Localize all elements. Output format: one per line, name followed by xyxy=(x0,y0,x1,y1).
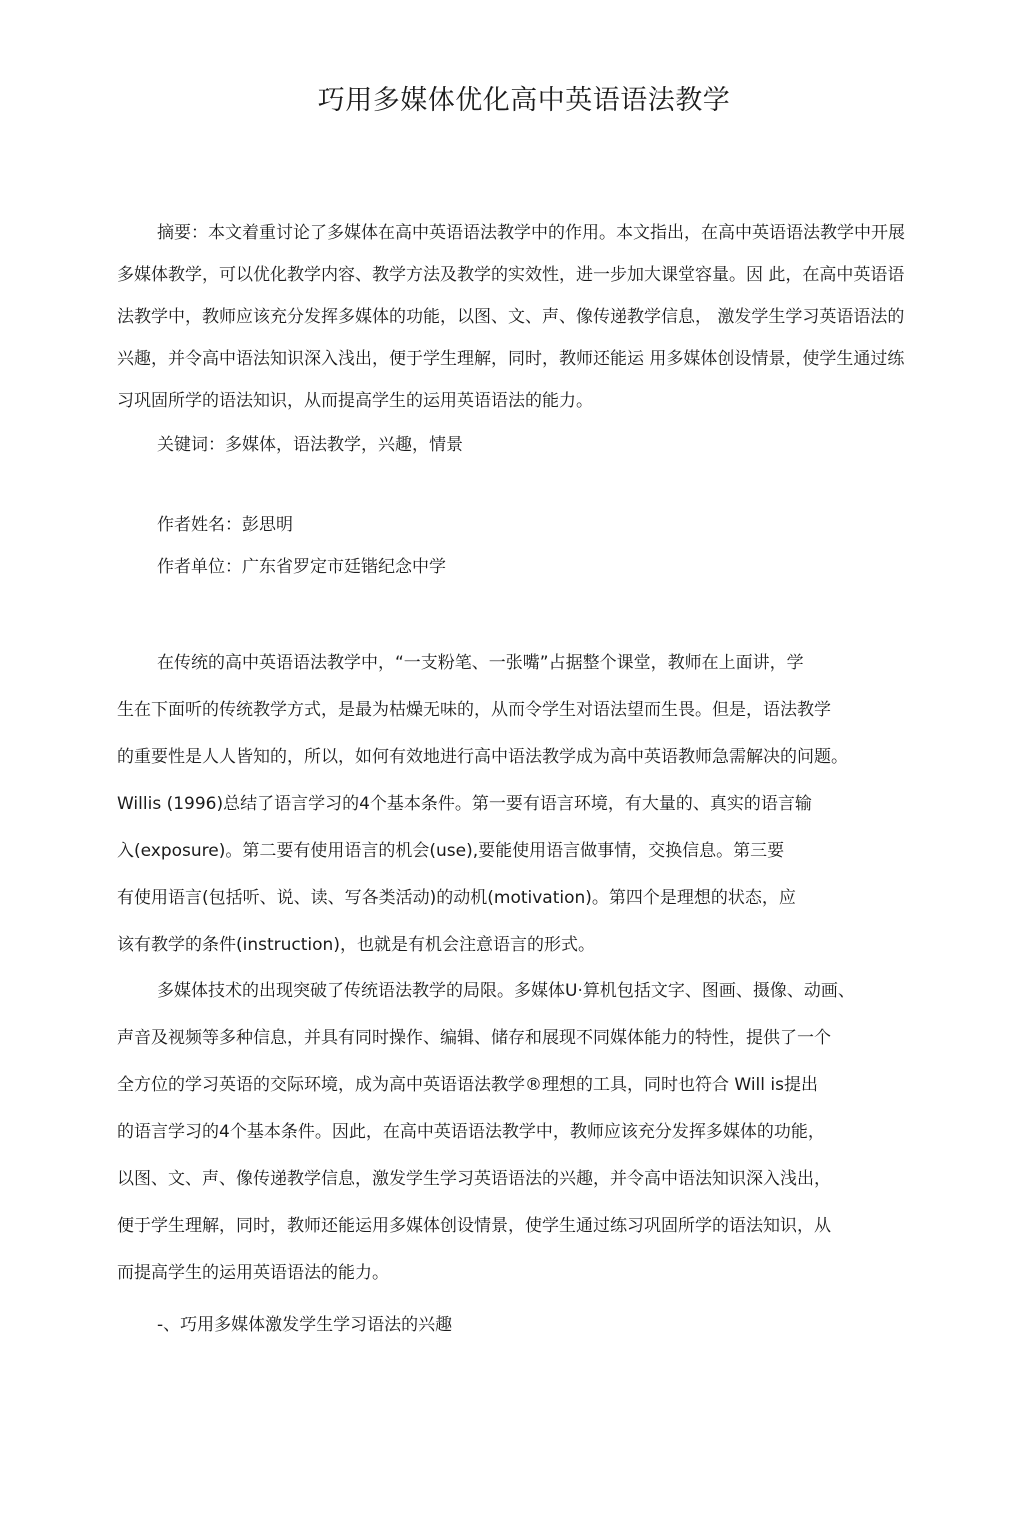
paragraph-line: 便于学生理解，同时，教师还能运用多媒体创设情景，使学生通过练习巩固所学的语法知识，从 xyxy=(117,1216,831,1236)
section-heading xyxy=(117,1302,963,1349)
paragraph-line: 的重要性是人人皆知的，所以，如何有效地进行高中语法教学成为高中英语教师急需解决的问题。 xyxy=(117,747,848,767)
paragraph-line: 入(exposure)。第二要有使用语言的机会(use),要能使用语言做事情，交换信息。第三要 xyxy=(117,841,785,861)
author-unit: 作者单位：广东省罗定市廷锴纪念中学 xyxy=(157,557,446,577)
abstract-line: 习巩固所学的语法知识，从而提高学生的运用英语语法的能力。 xyxy=(117,391,593,411)
section-heading-text: -、巧用多媒体激发学生学习语法的兴趣 xyxy=(157,1315,453,1335)
abstract-line: 兴趣，并令高中语法知识深入浅出，便于学生理解，同时，教师还能运 用多媒体创设情景，使学生通过练 xyxy=(117,349,905,369)
author-section xyxy=(117,504,963,588)
paragraph-line: 多媒体技术的出现突破了传统语法教学的局限。多媒体U·算机包括文字、图画、摄像、动画、 xyxy=(157,981,855,1001)
paragraph-line: Willis (1996)总结了语言学习的4个基本条件。第一要有语言环境，有大量的、真实的语言输 xyxy=(117,794,812,814)
body-paragraph-1 xyxy=(117,640,963,969)
abstract-line: 摘要：本文着重讨论了多媒体在高中英语语法教学中的作用。本文指出，在高中英语语法教学中开展 xyxy=(157,223,905,243)
paragraph-line: 全方位的学习英语的交际环境，成为高中英语语法教学®理想的工具，同时也符合 Will is提出 xyxy=(117,1075,818,1095)
paragraph-line: 生在下面听的传统教学方式，是最为枯燥无味的，从而令学生对语法望而生畏。但是，语法教学 xyxy=(117,700,831,720)
keywords-line: 关键词：多媒体，语法教学，兴趣，情景 xyxy=(157,435,463,455)
document-title: 巧用多媒体优化高中英语语法教学 xyxy=(317,85,731,116)
paragraph-line: 在传统的高中英语语法教学中，“一支粉笔、一张嘴”占据整个课堂，教师在上面讲，学 xyxy=(157,653,804,673)
paragraph-line: 而提高学生的运用英语语法的能力。 xyxy=(117,1263,389,1283)
paragraph-line: 声音及视频等多种信息，并具有同时操作、编辑、储存和展现不同媒体能力的特性，提供了一个 xyxy=(117,1028,831,1048)
paragraph-line: 有使用语言(包括听、说、读、写各类活动)的动机(motivation)。第四个是理想的状态，应 xyxy=(117,888,796,908)
body-paragraph-2 xyxy=(117,968,963,1297)
author-name: 作者姓名：彭思明 xyxy=(157,515,293,535)
abstract-section xyxy=(117,212,963,422)
abstract-line: 法教学中，教师应该充分发挥多媒体的功能，以图、文、声、像传递教学信息， 激发学生学习英语语法的 xyxy=(117,307,905,327)
abstract-line: 多媒体教学，可以优化教学内容、教学方法及教学的实效性，进一步加大课堂容量。因 此，在高中英语语 xyxy=(117,265,905,285)
paragraph-line: 的语言学习的4个基本条件。因此，在高中英语语法教学中，教师应该充分发挥多媒体的功能， xyxy=(117,1122,825,1142)
paragraph-line: 以图、文、声、像传递教学信息，激发学生学习英语语法的兴趣，并令高中语法知识深入浅出， xyxy=(117,1169,831,1189)
keywords-section xyxy=(117,424,963,466)
paragraph-line: 该有教学的条件(instruction)，也就是有机会注意语言的形式。 xyxy=(117,935,595,955)
